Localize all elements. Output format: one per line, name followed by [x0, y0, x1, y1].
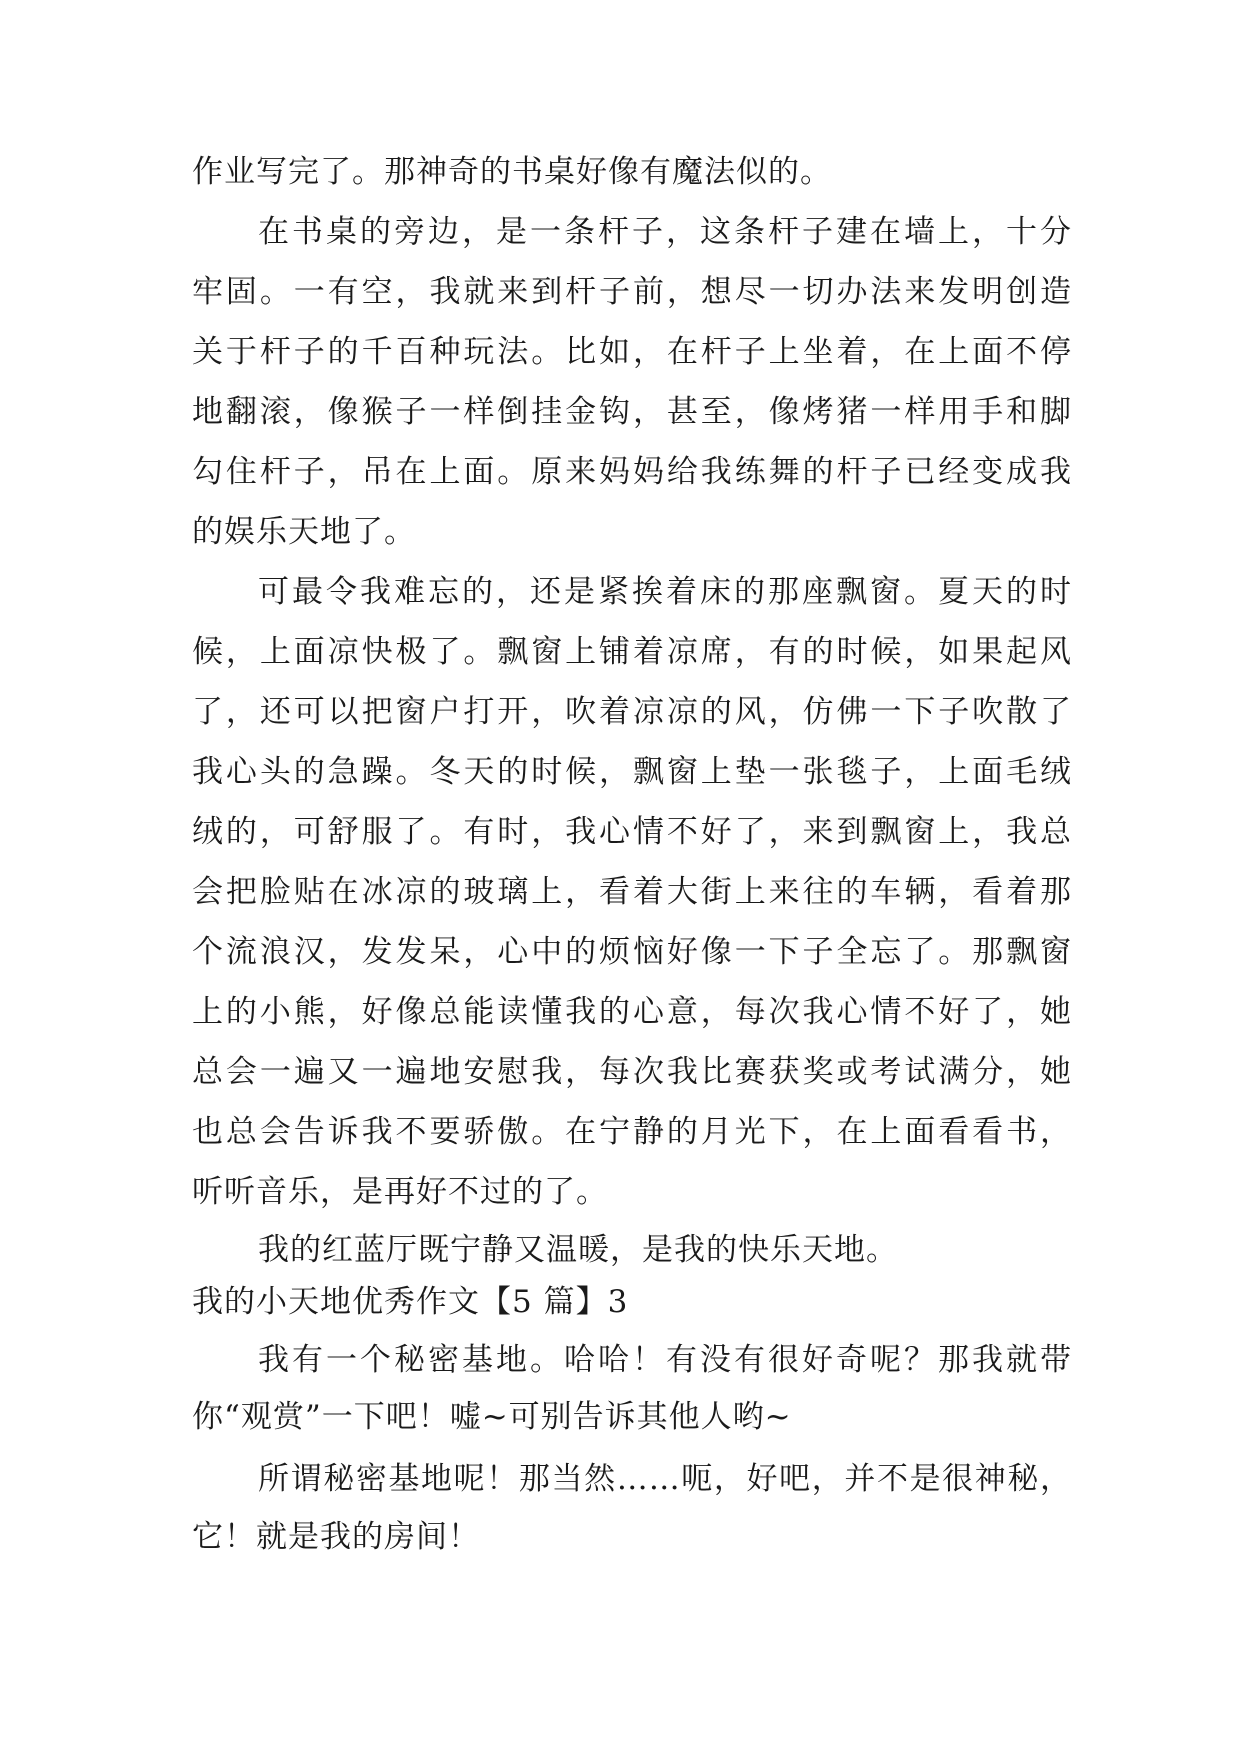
text-line: 地翻滚，像猴子一样倒挂金钩，甚至，像烤猪一样用手和脚	[192, 394, 1072, 430]
paragraph-start-line: 可最令我难忘的，还是紧挨着床的那座飘窗。夏天的时	[258, 574, 1072, 610]
text-line: 关于杆子的千百种玩法。比如，在杆子上坐着，在上面不停	[192, 334, 1072, 370]
text-line: 勾住杆子，吊在上面。原来妈妈给我练舞的杆子已经变成我	[192, 454, 1072, 490]
paragraph-start-line: 我有一个秘密基地。哈哈！有没有很好奇呢？那我就带	[258, 1342, 1072, 1378]
text-line: 总会一遍又一遍地安慰我，每次我比赛获奖或考试满分，她	[192, 1054, 1072, 1090]
paragraph-start-line: 我的红蓝厅既宁静又温暖，是我的快乐天地。	[258, 1232, 898, 1268]
text-line: 个流浪汉，发发呆，心中的烦恼好像一下子全忘了。那飘窗	[192, 934, 1072, 970]
text-line: 也总会告诉我不要骄傲。在宁静的月光下，在上面看看书，	[192, 1114, 1072, 1150]
text-line: 听听音乐，是再好不过的了。	[192, 1174, 608, 1210]
text-line: 的娱乐天地了。	[192, 514, 416, 550]
text-line: 候，上面凉快极了。飘窗上铺着凉席，有的时候，如果起风	[192, 634, 1072, 670]
text-line: 绒的，可舒服了。有时，我心情不好了，来到飘窗上，我总	[192, 814, 1072, 850]
section-heading: 我的小天地优秀作文【5 篇】3	[192, 1284, 629, 1320]
text-line: 会把脸贴在冰凉的玻璃上，看着大街上来往的车辆，看着那	[192, 874, 1072, 910]
paragraph-start-line: 在书桌的旁边，是一条杆子，这条杆子建在墙上，十分	[258, 214, 1072, 250]
text-line: 上的小熊，好像总能读懂我的心意，每次我心情不好了，她	[192, 994, 1072, 1030]
text-line: 牢固。一有空，我就来到杆子前，想尽一切办法来发明创造	[192, 274, 1072, 310]
text-line: 它！就是我的房间！	[192, 1519, 480, 1555]
text-line: 作业写完了。那神奇的书桌好像有魔法似的。	[192, 154, 832, 190]
text-line: 我心头的急躁。冬天的时候，飘窗上垫一张毯子，上面毛绒	[192, 754, 1072, 790]
text-line: 了，还可以把窗户打开，吹着凉凉的风，仿佛一下子吹散了	[192, 694, 1072, 730]
paragraph-start-line: 所谓秘密基地呢！那当然……呃，好吧，并不是很神秘，	[258, 1461, 1072, 1497]
text-line: 你“观赏”一下吧！嘘~可别告诉其他人哟~	[192, 1399, 792, 1435]
